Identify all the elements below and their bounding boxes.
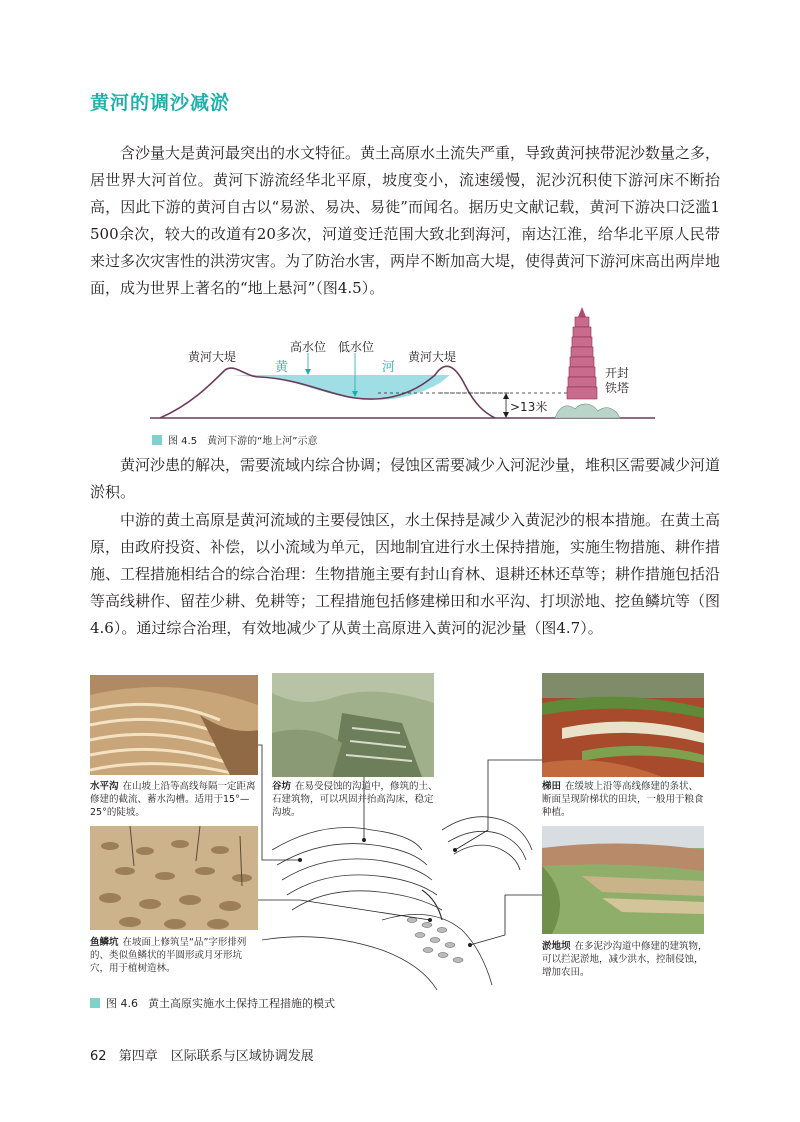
desc-shuipinggou-text: 在山坡上沿等高线每隔一定距离修建的截流、蓄水沟槽。适用于15°—25°的陡坡。	[90, 781, 256, 818]
section-title: 黄河的调沙减淤	[90, 92, 231, 114]
desc-titian-title: 梯田	[542, 781, 562, 792]
desc-yulinkeng	[90, 936, 260, 975]
photo-shuipinggou	[90, 675, 258, 775]
desc-gufang-text: 在易受侵蚀的沟道中，修筑的土、石建筑物，可以巩固并抬高沟床，稳定沟坡。	[272, 781, 438, 818]
photo-titian	[542, 673, 704, 777]
photo-gufang	[272, 673, 434, 777]
desc-titian-text: 在缓坡上沿等高线修建的条状、断面呈现阶梯状的田块，一般用于粮食种植。	[542, 781, 704, 818]
river-char-1: 黄	[275, 360, 289, 375]
tower-label-2: 铁塔	[605, 381, 630, 395]
desc-gufang-title: 谷坊	[272, 781, 292, 792]
river-char-2: 河	[382, 360, 396, 375]
caption-text: 黄河下游的“地上河”示意	[207, 436, 318, 447]
terrain-sketch	[262, 790, 538, 990]
desc-shuipinggou-title: 水平沟	[90, 781, 119, 792]
page-footer	[90, 1045, 314, 1064]
desc-yudiba-text: 在多泥沙沟道中修建的建筑物，可以拦泥淤地，减少洪水，控制侵蚀，增加农田。	[542, 941, 708, 978]
right-levee-label: 黄河大堤	[408, 350, 457, 364]
high-water-label: 高水位	[290, 340, 327, 354]
desc-yudiba-title: 淤地坝	[542, 941, 571, 952]
figure-4-5-caption	[152, 432, 317, 447]
desc-titian	[542, 780, 707, 819]
desc-yulinkeng-text: 在坡面上修筑呈“品”字形排列的、类似鱼鳞状的半圆形或月牙形坑穴，用于植树造林。	[90, 937, 247, 974]
caption-text: 黄土高原实施水土保持工程措施的模式	[148, 997, 335, 1010]
low-water-label: 低水位	[338, 340, 375, 354]
paragraph-2	[90, 452, 720, 506]
tower-label-1: 开封	[605, 366, 630, 380]
caption-number: 图 4.5	[168, 436, 198, 447]
paragraph-3	[90, 507, 720, 642]
tower-icon	[555, 307, 620, 418]
paragraph-3-text: 中游的黄土高原是黄河流域的主要侵蚀区，水土保持是减少入黄泥沙的根本措施。在黄土高原，由政府投资、补偿，以小流域为单元，因地制宜进行水土保持措施，实施生物措施、耕作措施、工程措施相结合的综合治理：生物措施主要有封山育林、退耕还林还草等；耕作措施包括沿等高线耕作、留茬少耕、免耕等；工程措施包括修建梯田和水平沟、打坝淤地、挖鱼鳞坑等（图4.6）。通过综合治理，有效地减少了从黄土高原进入黄河的泥沙量（图4.7）。	[90, 511, 721, 637]
photo-yudiba	[542, 826, 704, 934]
desc-yudiba	[542, 940, 710, 979]
page-number: 62	[90, 1049, 107, 1064]
left-levee-label: 黄河大堤	[188, 350, 237, 364]
caption-square-icon	[90, 998, 100, 1008]
height-label: >13米	[510, 400, 548, 414]
paragraph-1	[90, 140, 720, 302]
figure-4-5-diagram	[150, 305, 660, 425]
caption-number: 图 4.6	[106, 997, 138, 1010]
figure-4-6-caption	[90, 995, 335, 1011]
chapter-title: 第四章 区际联系与区域协调发展	[118, 1049, 314, 1064]
desc-shuipinggou	[90, 780, 260, 819]
photo-yulinkeng	[90, 826, 258, 930]
paragraph-2-text: 黄河沙患的解决，需要流域内综合协调；侵蚀区需要减少入河泥沙量，堆积区需要减少河道淤积。	[90, 456, 721, 501]
paragraph-1-text: 含沙量大是黄河最突出的水文特征。黄土高原水土流失严重，导致黄河挟带泥沙数量之多，居世界大河首位。黄河下游流经华北平原，坡度变小，流速缓慢，泥沙沉积使下游河床不断抬高，因此下游的黄河自古以“易淤、易决、易徙”而闻名。据历史文献记载，黄河下游决口泛滥1 500余次，较大的改道有20多次，河道变迁范围大致北到海河，南达江淮，给华北平原人民带来过多次灾害性的洪涝灾害。为了防治水害，两岸不断加高大堤，使得黄河下游河床高出两岸地面，成为世界上著名的“地上悬河”（图4.5）。	[90, 144, 721, 297]
caption-square-icon	[152, 435, 162, 445]
desc-yulinkeng-title: 鱼鳞坑	[90, 937, 119, 948]
